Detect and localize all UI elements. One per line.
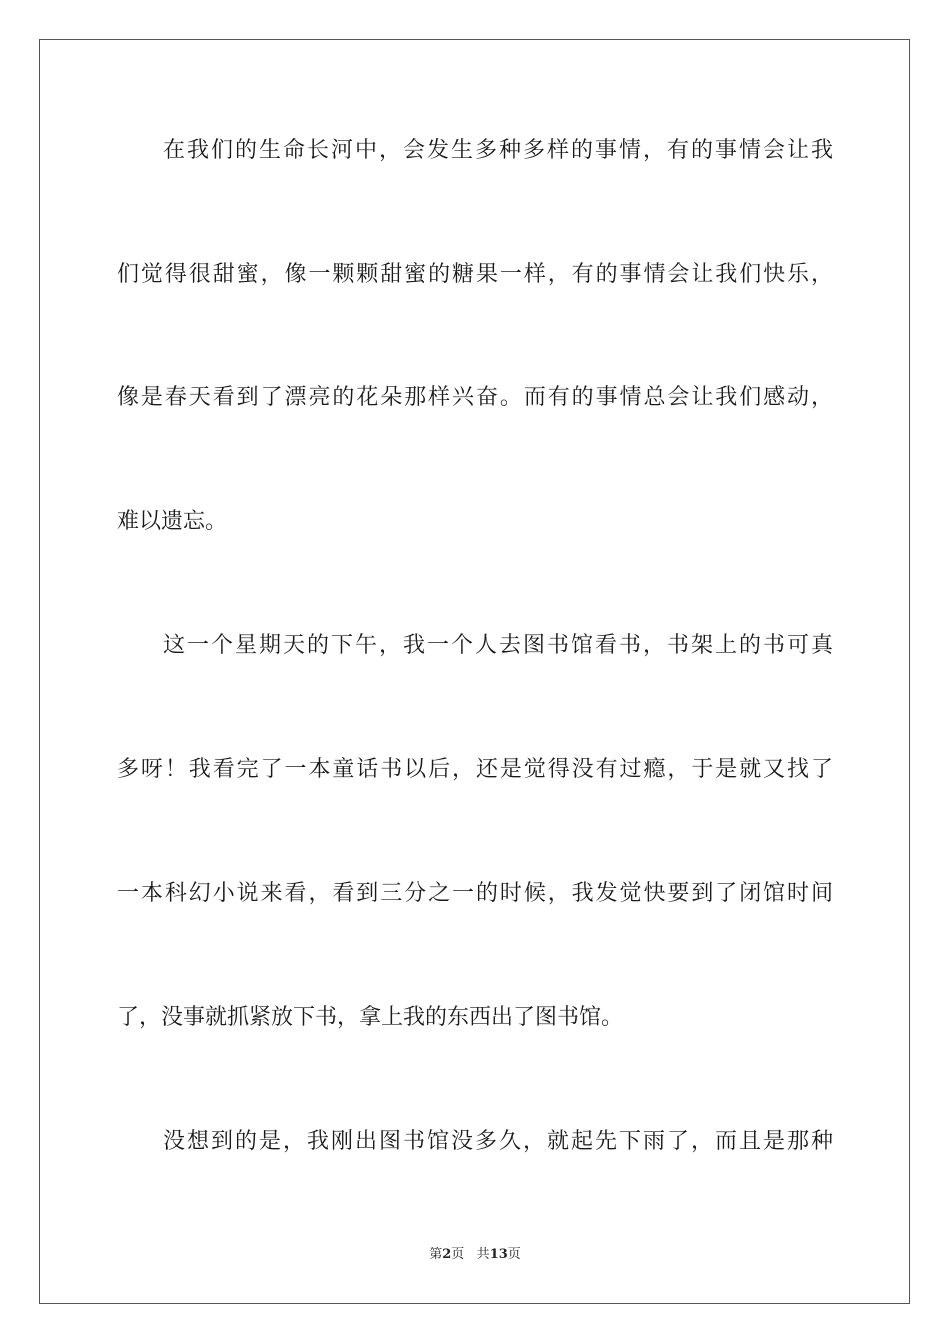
text-line: 难以遗忘。 (117, 509, 228, 534)
text-line: 没想到的是，我刚出图书馆没多久，就起先下雨了，而且是那种 (163, 1129, 833, 1154)
text-line: 在我们的生命长河中，会发生多种多样的事情，有的事情会让我 (163, 138, 833, 163)
footer-total-prefix: 共 (476, 1247, 490, 1262)
footer-page-suffix: 页 (451, 1247, 465, 1262)
text-line: 像是春天看到了漂亮的花朵那样兴奋。而有的事情总会让我们感动， (117, 385, 833, 410)
footer-total-suffix: 页 (507, 1247, 521, 1262)
text-line: 多呀！我看完了一本童话书以后，还是觉得没有过瘾，于是就又找了 (117, 757, 833, 782)
text-line: 这一个星期天的下午，我一个人去图书馆看书，书架上的书可真 (163, 633, 833, 658)
page-frame (39, 39, 910, 1304)
footer-page-number: 2 (442, 1247, 452, 1262)
footer-page-prefix: 第 (429, 1247, 443, 1262)
page-footer (0, 1246, 950, 1264)
text-line: 一本科幻小说来看，看到三分之一的时候，我发觉快要到了闭馆时间 (117, 881, 833, 906)
footer-total-pages: 13 (489, 1247, 508, 1262)
text-line: 们觉得很甜蜜，像一颗颗甜蜜的糖果一样，有的事情会让我们快乐， (117, 262, 833, 287)
text-line: 了，没事就抓紧放下书，拿上我的东西出了图书馆。 (117, 1005, 624, 1030)
